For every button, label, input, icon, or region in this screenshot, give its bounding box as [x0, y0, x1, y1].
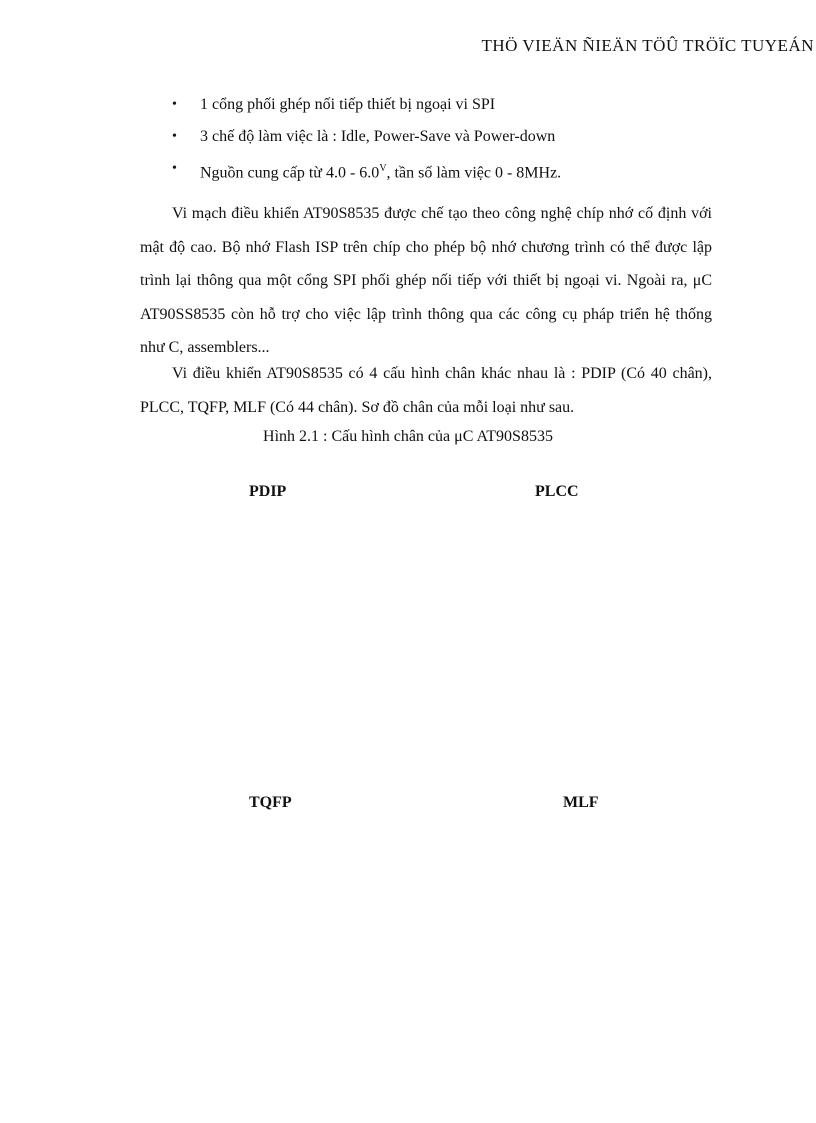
- list-item-text: 3 chế độ làm việc là : Idle, Power-Save và Power-down: [200, 128, 556, 145]
- package-label-mlf: MLF: [563, 794, 599, 811]
- list-item-text: , tần số làm việc 0 - 8MHz.: [386, 164, 562, 182]
- page-header: THÖ VIEÄN ÑIEÄN TÖÛ TRÖÏC TUYEÁN: [481, 36, 814, 55]
- bullet-icon: •: [172, 97, 177, 112]
- figure-caption: Hình 2.1 : Cấu hình chân của μC AT90S8535: [263, 428, 553, 445]
- list-item: [172, 124, 561, 156]
- paragraph: Vi điều khiển AT90S8535 có 4 cấu hình chân khác nhau là : PDIP (Có 40 chân), PLCC, TQFP, MLF (Có 44 chân). Sơ đồ chân của mỗi loại như sau.: [140, 365, 712, 416]
- package-label-plcc: PLCC: [535, 483, 579, 500]
- package-label-pdip: PDIP: [249, 483, 287, 500]
- feature-list: [172, 92, 561, 188]
- package-label-tqfp: TQFP: [249, 794, 292, 811]
- paragraph: Vi mạch điều khiển AT90S8535 được chế tạo theo công nghệ chíp nhớ cố định với mật độ cao. Bộ nhớ Flash ISP trên chíp cho phép bộ nhớ chương trình có thể được lập trình lại thông qua một cổng SPI phối ghép nối tiếp với thiết bị ngoại vi. Ngoài ra, μC AT90SS8535 còn hỗ trợ cho việc lập trình thông qua các công cụ pháp triển hệ thống như C, assemblers...: [140, 205, 712, 357]
- list-item-text: Nguồn cung cấp từ 4.0 - 6.0: [200, 164, 380, 182]
- list-item: [172, 92, 561, 124]
- list-item: [172, 156, 561, 188]
- voltage-unit: V: [379, 163, 387, 174]
- bullet-icon: •: [172, 129, 177, 144]
- bullet-icon: •: [172, 161, 177, 176]
- list-item-text: 1 cổng phối ghép nối tiếp thiết bị ngoại vi SPI: [200, 96, 496, 113]
